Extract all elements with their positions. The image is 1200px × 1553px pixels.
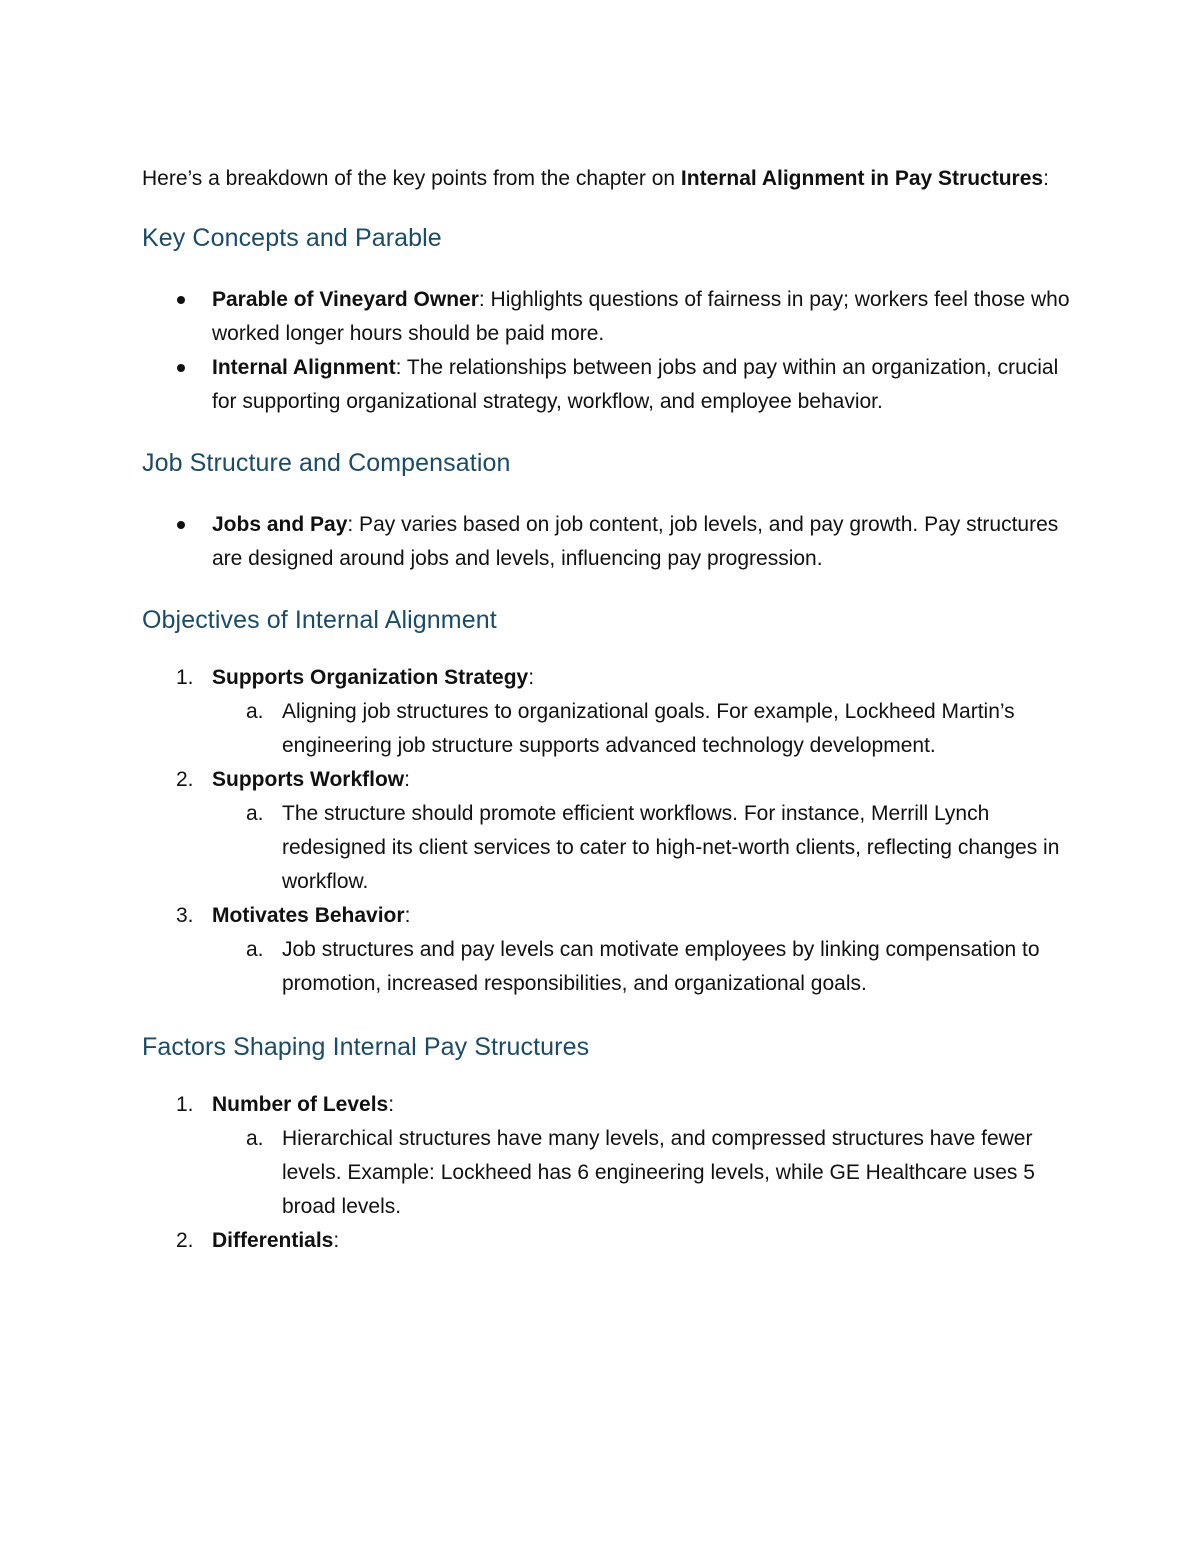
list-number: 1. [176,666,194,689]
bullet-text: : Pay varies based on job content, job levels, and pay growth. Pay structures are designed around jobs and levels, influencing pay progression. [212,513,1059,570]
bullet-item [142,351,1072,419]
sub-text: The structure should promote efficient workflows. For instance, Merrill Lynch redesigned its client services to cater to high-net-worth clients, reflecting changes in workflow. [282,802,1060,893]
list-number: 2. [176,768,194,791]
sub-list [212,695,1072,763]
list-number: 1. [176,1093,194,1116]
numbered-item [142,661,1072,763]
sub-text: Job structures and pay levels can motivate employees by linking compensation to promotion, increased responsibilities, and organizational goals. [282,938,1040,995]
sub-item [212,695,1072,763]
intro-colon: : [1043,167,1049,190]
bullet-list-key-concepts [142,283,1072,419]
item-colon: : [388,1093,395,1116]
intro-text: Here’s a breakdown of the key points from the chapter on [142,167,681,190]
sub-item [212,1122,1072,1224]
bullet-item [142,508,1072,576]
sub-text: Hierarchical structures have many levels, and compressed structures have fewer levels. Example: Lockheed has 6 engineering levels, while GE Healthcare uses 5 broad levels. [282,1127,1035,1218]
bullet-term: Jobs and Pay [212,513,348,536]
item-term: Differentials [212,1229,334,1252]
document-page [142,162,1072,1258]
numbered-item [142,1224,1072,1258]
numbered-list-factors [142,1088,1072,1258]
intro-bold-title: Internal Alignment in Pay Structures [680,167,1044,190]
item-term: Number of Levels [212,1093,389,1116]
sub-letter: a. [246,938,264,961]
numbered-list-objectives [142,661,1072,1001]
sub-letter: a. [246,1127,264,1150]
bullet-list-job-structure [142,508,1072,576]
heading-factors: Factors Shaping Internal Pay Structures [142,1033,590,1061]
numbered-item [142,1088,1072,1224]
heading-key-concepts: Key Concepts and Parable [142,224,442,252]
sub-text: Aligning job structures to organizational goals. For example, Lockheed Martin’s engineering job structure supports advanced technology development. [282,700,1015,757]
sub-item [212,933,1072,1001]
sub-letter: a. [246,802,264,825]
numbered-item [142,763,1072,899]
sub-list [212,1122,1072,1224]
intro-paragraph [142,162,1072,196]
item-term: Supports Workflow [212,768,405,791]
heading-objectives: Objectives of Internal Alignment [142,606,497,634]
heading-job-structure: Job Structure and Compensation [142,449,511,477]
bullet-text: : Highlights questions of fairness in pay; workers feel those who worked longer hours should be paid more. [212,288,1070,345]
item-term: Motivates Behavior [212,904,405,927]
list-number: 2. [176,1229,194,1252]
bullet-term: Internal Alignment [212,356,396,379]
sub-item [212,797,1072,899]
bullet-text: : The relationships between jobs and pay within an organization, crucial for supporting organizational strategy, workflow, and employee behavior. [212,356,1059,413]
bullet-item [142,283,1072,351]
item-term: Supports Organization Strategy [212,666,529,689]
item-colon: : [528,666,535,689]
numbered-item [142,899,1072,1001]
bullet-term: Parable of Vineyard Owner [212,288,479,311]
item-colon: : [404,768,410,791]
list-number: 3. [176,904,194,927]
sub-list [212,797,1072,899]
sub-list [212,933,1072,1001]
item-colon: : [404,904,411,927]
item-colon: : [333,1229,340,1252]
sub-letter: a. [246,700,264,723]
